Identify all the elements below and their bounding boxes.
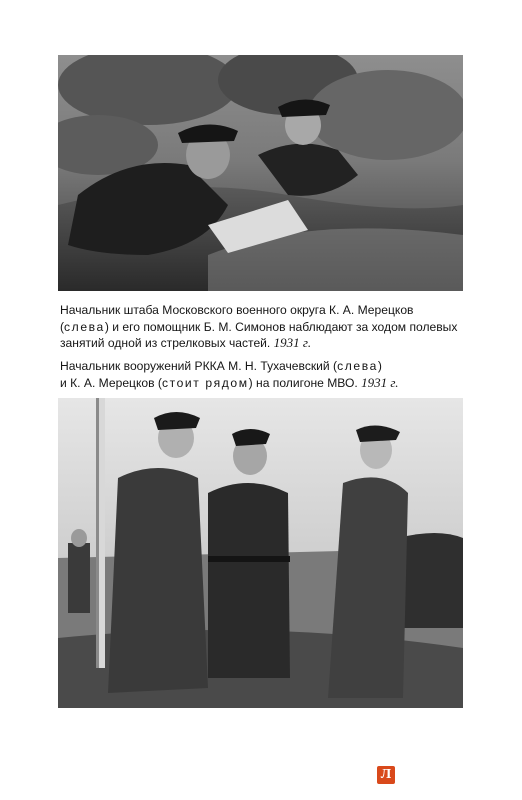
caption-line [60, 358, 464, 375]
caption-text: Начальник вооружений РККА М. Н. Тухачевский ( [60, 359, 338, 373]
caption-text: и К. А. Мерецков ( [60, 375, 162, 390]
caption-emphasis: слева [337, 359, 378, 373]
publisher-logo: Л [377, 766, 395, 784]
caption-year: 1931 г. [273, 335, 312, 350]
caption-emphasis: стоит рядом [161, 375, 249, 390]
caption-text: занятий одной из стрелковых частей. [60, 336, 271, 350]
caption-text: ) [377, 359, 382, 373]
caption-text: ) на полигоне МВО. [248, 375, 358, 390]
caption-year: 1931 г. [361, 374, 399, 390]
caption-line [60, 319, 464, 336]
caption-emphasis: слева [64, 319, 105, 334]
caption-line: Начальник штаба Московского военного округа К. А. Мерецков [60, 303, 414, 317]
photo-caption-top [60, 302, 464, 352]
caption-line [60, 375, 464, 392]
photo-officers-standing [58, 398, 463, 708]
photo-officers-observing [58, 55, 463, 291]
caption-text: ) и его помощник Б. М. Симонов наблюдают за ходом полевых [104, 319, 458, 334]
caption-line [60, 335, 464, 352]
photo-caption-bottom [60, 358, 464, 391]
caption-text: ( [60, 319, 65, 334]
